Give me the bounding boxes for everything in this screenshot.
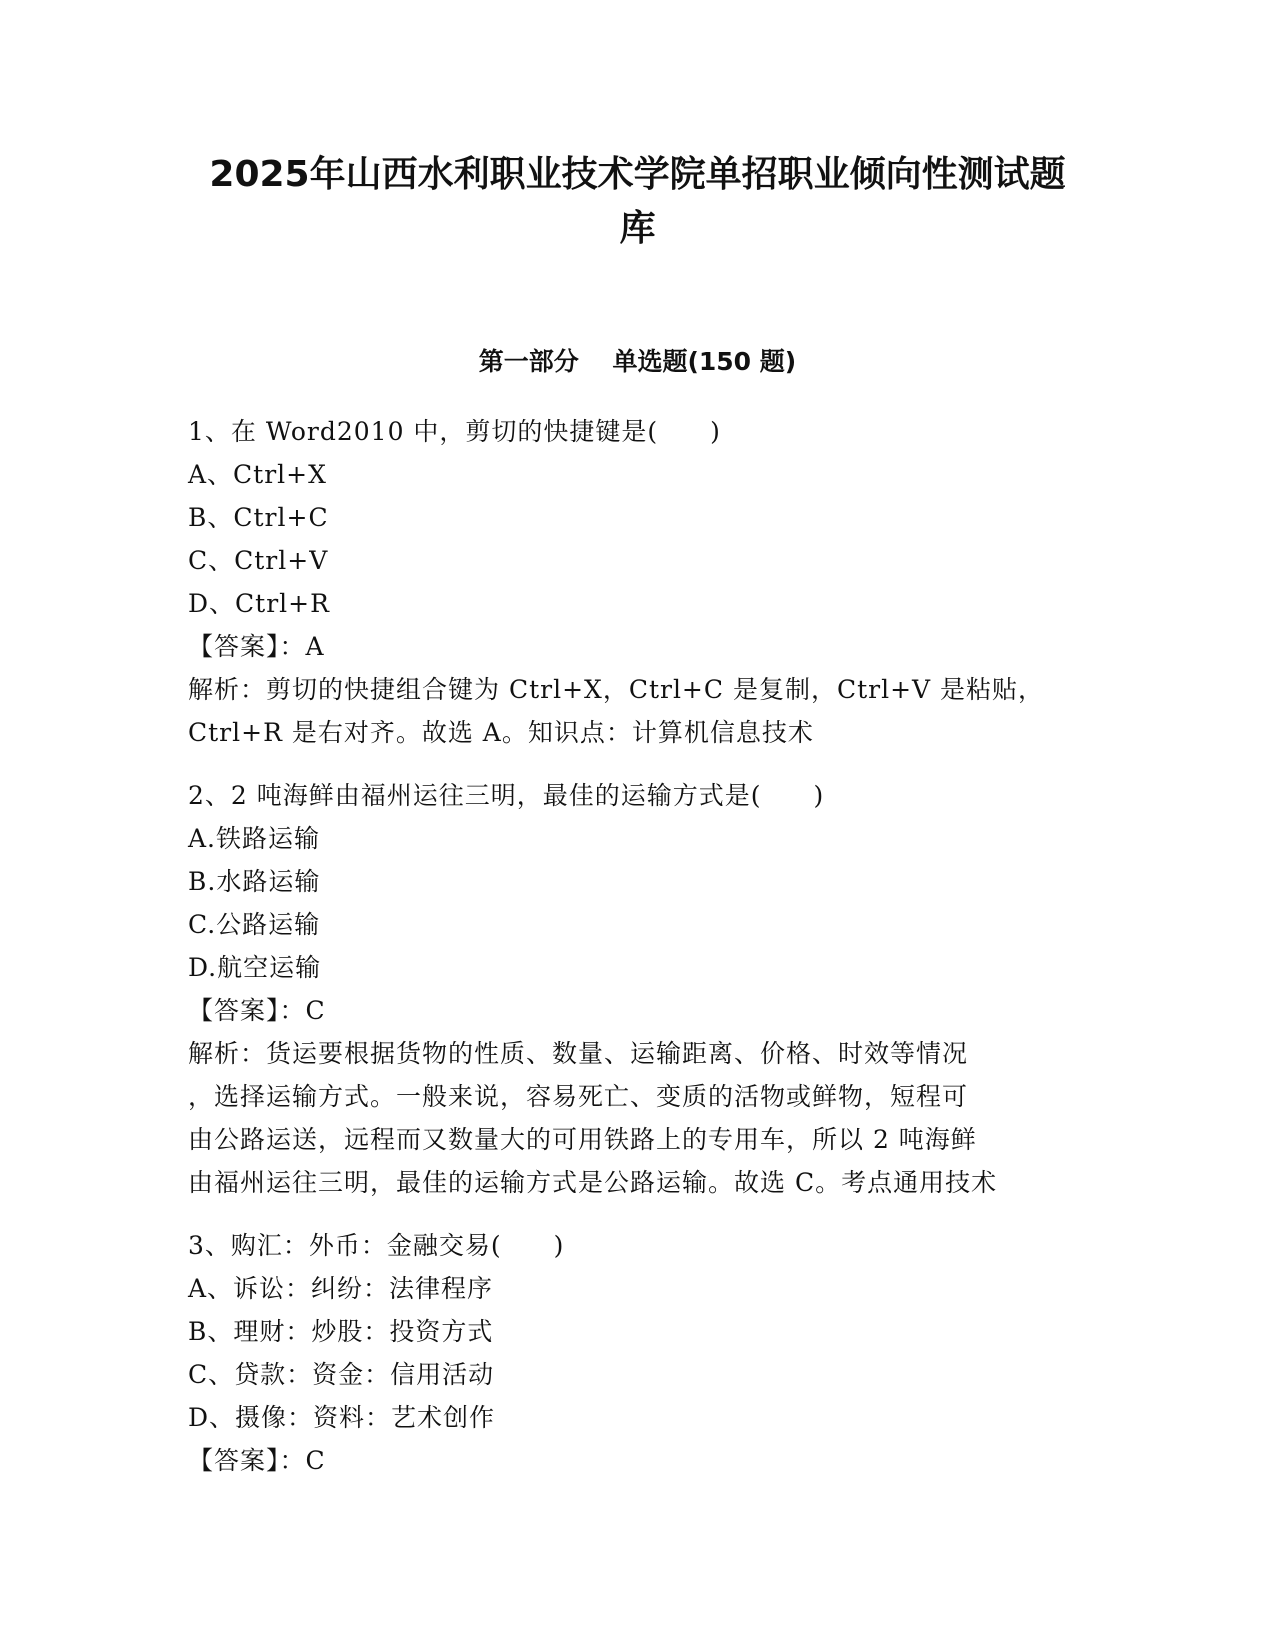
document-title-line-2: 库 <box>619 208 656 249</box>
option-c: C.公路运输 <box>188 910 321 939</box>
question-2 <box>188 774 1088 1204</box>
option-c: C、贷款：资金：信用活动 <box>188 1360 495 1389</box>
section-heading: 第一部分 单选题(150 题) <box>478 347 797 376</box>
document-title-line-1: 2025年山西水利职业技术学院单招职业倾向性测试题 <box>209 154 1066 195</box>
question-stem: 3、购汇：外币：金融交易( ) <box>188 1231 565 1260</box>
option-c: C、Ctrl+V <box>188 546 329 575</box>
option-d: D.航空运输 <box>188 953 322 982</box>
option-a: A、诉讼：纠纷：法律程序 <box>188 1274 494 1303</box>
explanation-line: 解析：剪切的快捷组合键为 Ctrl+X，Ctrl+C 是复制，Ctrl+V 是粘贴， <box>188 675 1045 704</box>
option-b: B.水路运输 <box>188 867 321 896</box>
question-3 <box>188 1224 1088 1482</box>
option-a: A.铁路运输 <box>188 824 321 853</box>
question-separator <box>188 1204 1088 1224</box>
answer: 【答案】：A <box>188 632 325 661</box>
explanation-line: ，选择运输方式。一般来说，容易死亡、变质的活物或鲜物，短程可 <box>188 1082 969 1111</box>
explanation-line: 由公路运送，远程而又数量大的可用铁路上的专用车，所以 2 吨海鲜 <box>188 1125 977 1154</box>
question-separator <box>188 754 1088 774</box>
option-d: D、摄像：资料：艺术创作 <box>188 1403 496 1432</box>
answer: 【答案】：C <box>188 1446 326 1475</box>
explanation-line: 由福州运往三明，最佳的运输方式是公路运输。故选 C。考点通用技术 <box>188 1168 998 1197</box>
question-stem: 1、在 Word2010 中，剪切的快捷键是( ) <box>188 417 721 446</box>
option-a: A、Ctrl+X <box>188 460 327 489</box>
option-b: B、理财：炒股：投资方式 <box>188 1317 494 1346</box>
answer: 【答案】：C <box>188 996 326 1025</box>
question-stem: 2、2 吨海鲜由福州运往三明，最佳的运输方式是( ) <box>188 781 825 810</box>
explanation-line: Ctrl+R 是右对齐。故选 A。知识点：计算机信息技术 <box>188 718 814 747</box>
question-1 <box>188 410 1088 754</box>
question-list <box>188 410 1088 1482</box>
explanation-line: 解析：货运要根据货物的性质、数量、运输距离、价格、时效等情况 <box>188 1039 969 1068</box>
option-d: D、Ctrl+R <box>188 589 330 618</box>
option-b: B、Ctrl+C <box>188 503 329 532</box>
